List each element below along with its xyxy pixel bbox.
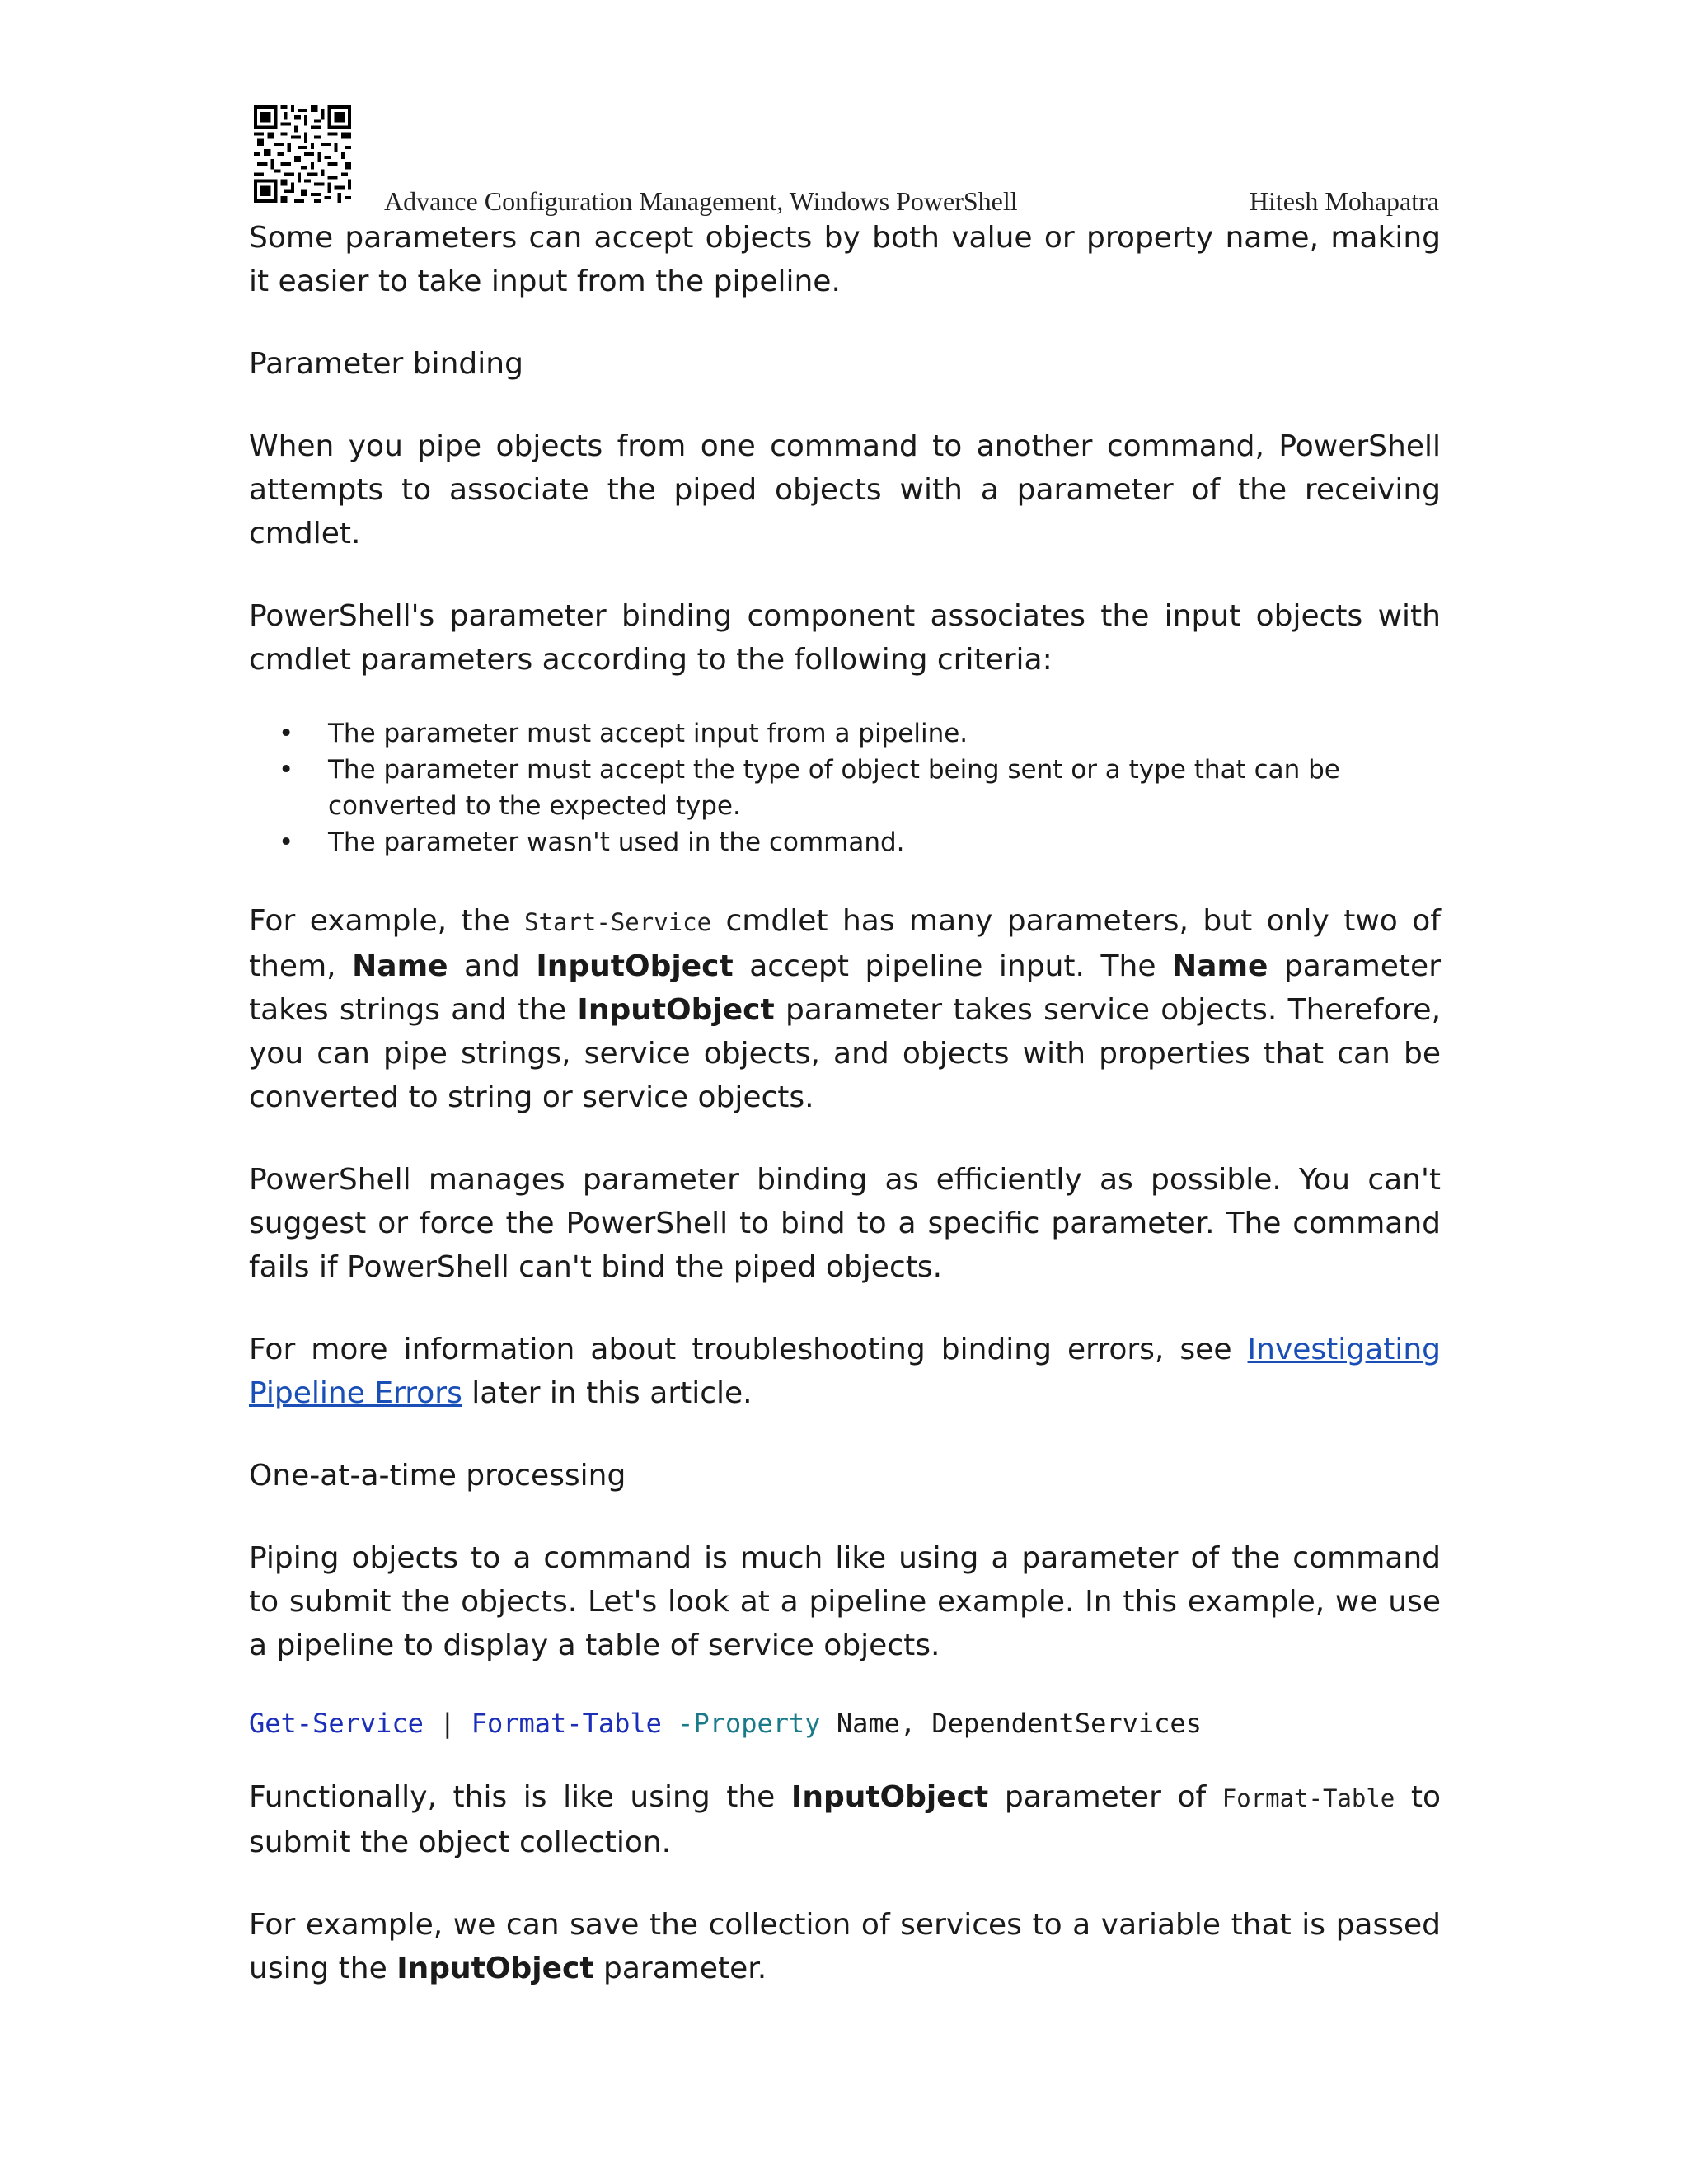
- running-header: [384, 186, 1439, 219]
- text-run: accept pipeline input. The: [733, 949, 1173, 983]
- list-item: [249, 715, 1441, 752]
- text-run: parameter of: [988, 1780, 1222, 1814]
- bold-term: InputObject: [536, 949, 734, 983]
- section-heading-parameter-binding: Parameter binding: [249, 347, 523, 381]
- inline-code: Format-Table: [1221, 1784, 1395, 1812]
- paragraph-start-service-example: [249, 899, 1441, 1119]
- paragraph: Some parameters can accept objects by both value or property name, making it easier to take input from the pipeline.: [249, 221, 1441, 298]
- paragraph: PowerShell manages parameter binding as efficiently as possible. You can't suggest or force the PowerShell to bind to a specific parameter. The command fails if PowerShell can't bind the piped objects.: [249, 1163, 1441, 1284]
- bold-term: Name: [352, 949, 448, 983]
- code-token-parameter: -Property: [661, 1708, 821, 1739]
- code-token-pipe: |: [423, 1708, 471, 1739]
- text-run: later in this article.: [462, 1376, 753, 1410]
- paragraph: Piping objects to a command is much like using a parameter of the command to submit the objects. Let's look at a pipeline example. In this example, we use a pipeline to display a table of service objects.: [249, 1541, 1441, 1662]
- code-token-cmdlet: Format-Table: [471, 1708, 662, 1739]
- bold-term: Name: [1172, 949, 1268, 983]
- list-item-text: The parameter wasn't used in the command.: [328, 827, 905, 857]
- header-title: Advance Configuration Management, Windows PowerShell: [384, 186, 1018, 216]
- list-item: [249, 824, 1441, 860]
- criteria-list: [249, 715, 1441, 860]
- text-run: parameter takes service objects. Therefore, you can pipe strings, service objects, and objects with properties that can be converted to string or service objects.: [249, 993, 1442, 1114]
- list-item-text: The parameter must accept the type of object being sent or a type that can be converted to the expected type.: [328, 755, 1340, 821]
- text-run: For example, the: [249, 904, 525, 938]
- bold-term: InputObject: [577, 993, 775, 1027]
- bullet-icon: •: [279, 719, 294, 748]
- list-item: [249, 752, 1441, 824]
- header-author: Hitesh Mohapatra: [1249, 186, 1439, 216]
- paragraph-functionally: [249, 1775, 1441, 1864]
- code-token-cmdlet: Get-Service: [249, 1708, 424, 1739]
- bold-term: InputObject: [396, 1952, 594, 1985]
- paragraph: PowerShell's parameter binding component associates the input objects with cmdlet parameters according to the following criteria:: [249, 599, 1441, 677]
- code-block: [249, 1703, 1441, 1744]
- bullet-icon: •: [279, 755, 294, 785]
- text-run: and: [448, 949, 537, 983]
- list-item-text: The parameter must accept input from a pipeline.: [328, 719, 968, 748]
- text-run: parameter.: [593, 1952, 767, 1985]
- document-body: [249, 216, 1441, 2029]
- inline-code: Start-Service: [524, 908, 712, 936]
- paragraph-more-info: [249, 1328, 1441, 1415]
- qr-code-icon: [254, 105, 351, 203]
- text-run: to submit the object collection.: [249, 1780, 1441, 1859]
- bullet-icon: •: [279, 827, 294, 857]
- bold-term: InputObject: [790, 1780, 989, 1814]
- code-token-arguments: Name, DependentServices: [820, 1708, 1202, 1739]
- paragraph: When you pipe objects from one command to another command, PowerShell attempts to associate the piped objects with a parameter of the receiving cmdlet.: [249, 429, 1441, 551]
- text-run: parameter takes strings and the: [249, 949, 1441, 1027]
- text-run: For example, we can save the collection of services to a variable that is passed using the: [249, 1908, 1441, 1985]
- section-heading-one-at-a-time: One-at-a-time processing: [249, 1459, 626, 1493]
- text-run: cmdlet has many parameters, but only two of them,: [249, 904, 1441, 983]
- text-run: Functionally, this is like using the: [249, 1780, 791, 1814]
- paragraph-save-collection: [249, 1903, 1441, 1990]
- investigating-pipeline-errors-link[interactable]: Investigating Pipeline Errors: [249, 1333, 1441, 1410]
- text-run: For more information about troubleshooting binding errors, see: [249, 1333, 1248, 1366]
